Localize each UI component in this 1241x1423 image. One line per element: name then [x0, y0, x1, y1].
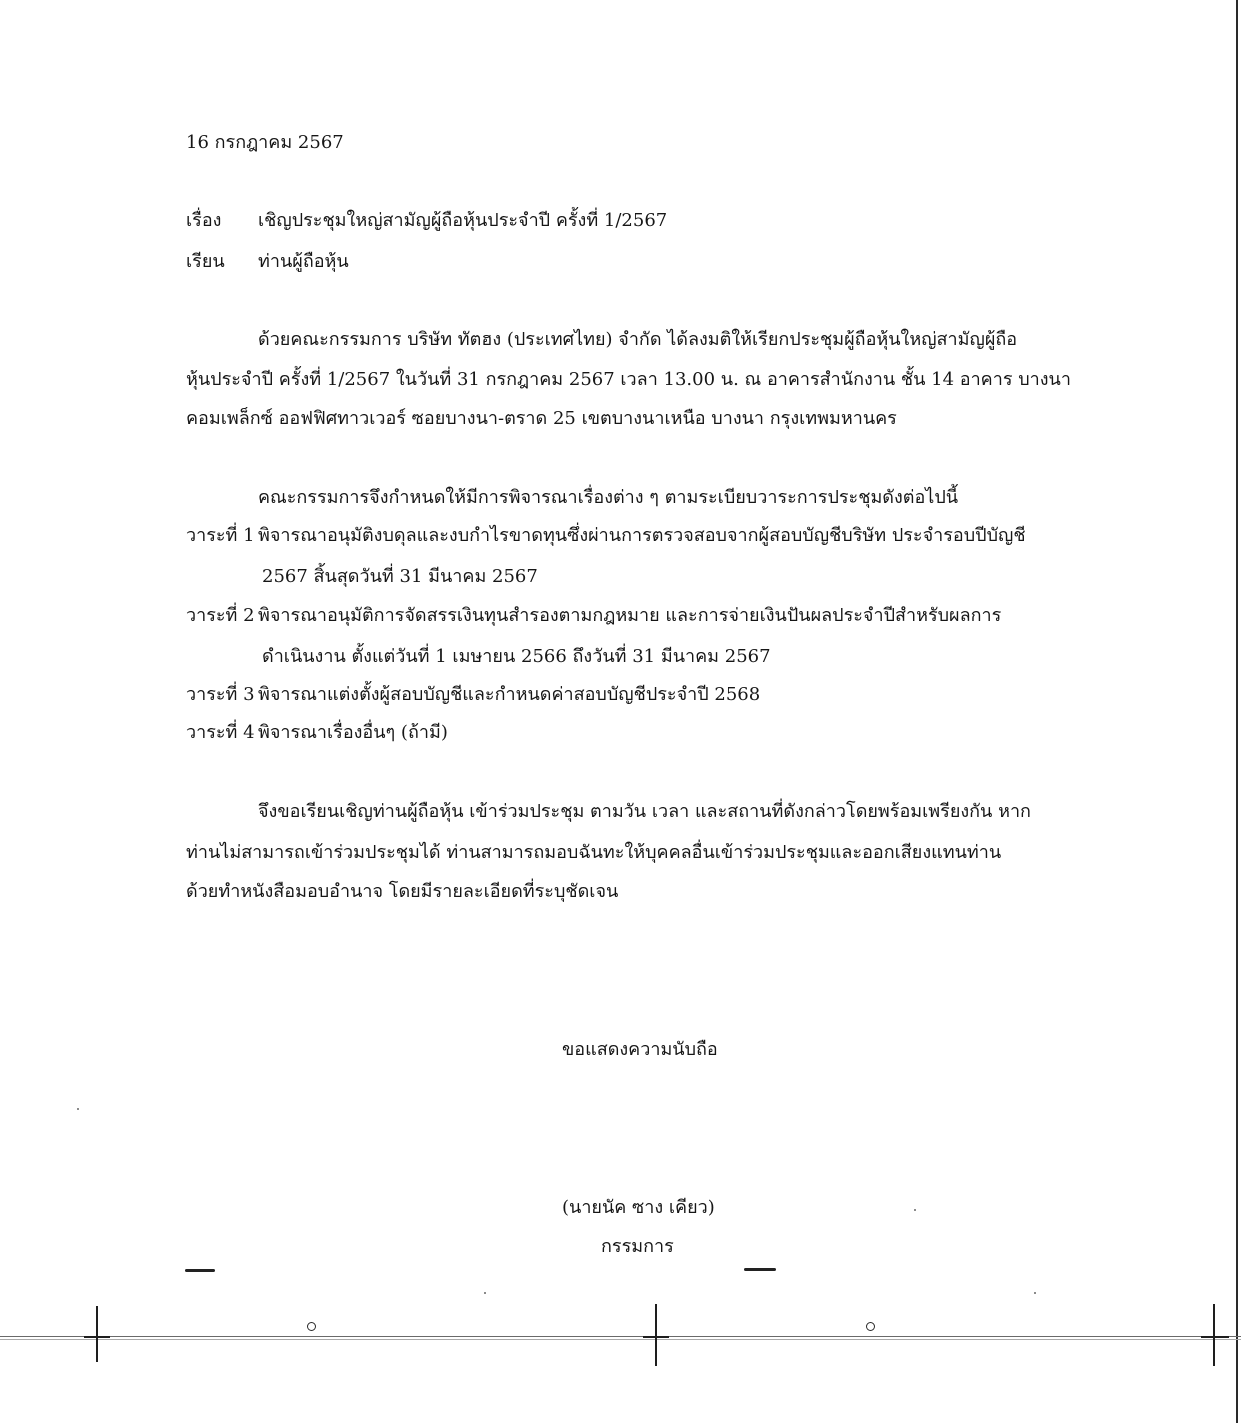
intro-paragraph-line-1: ด้วยคณะกรรมการ บริษัท ทัตฮง (ประเทศไทย) จำกัด ได้ลงมติให้เรียกประชุมผู้ถือหุ้นใหญ่สามัญผู้ถือ: [258, 329, 1018, 350]
crop-mark: [655, 1304, 657, 1366]
to-text: ท่านผู้ถือหุ้น: [258, 251, 349, 272]
scan-mark: [744, 1268, 776, 1271]
agenda-4-line-1: พิจารณาเรื่องอื่นๆ (ถ้ามี): [258, 722, 448, 743]
crop-mark: [643, 1336, 669, 1338]
invitation-paragraph-line-2: ท่านไม่สามารถเข้าร่วมประชุมได้ ท่านสามารถมอบฉันทะให้บุคคลอื่นเข้าร่วมประชุมและออกเสียงแทนท่าน: [186, 842, 1002, 863]
agenda-1-label: วาระที่ 1: [186, 525, 255, 546]
crop-mark: [84, 1336, 110, 1338]
agenda-2-label: วาระที่ 2: [186, 605, 255, 626]
fold-line: [0, 1336, 1241, 1337]
scan-speck: [914, 1209, 916, 1211]
agenda-4-label: วาระที่ 4: [186, 722, 255, 743]
invitation-paragraph-line-1: จึงขอเรียนเชิญท่านผู้ถือหุ้น เข้าร่วมประชุม ตามวัน เวลา และสถานที่ดังกล่าวโดยพร้อมเพรียงกัน หาก: [258, 801, 1031, 822]
punch-hole: [866, 1322, 875, 1331]
subject-label: เรื่อง: [186, 210, 222, 231]
crop-mark: [1201, 1336, 1229, 1338]
agenda-3-label: วาระที่ 3: [186, 684, 255, 705]
closing: ขอแสดงความนับถือ: [562, 1039, 718, 1060]
scan-edge-line: [1236, 0, 1238, 1423]
agenda-1-line-1: พิจารณาอนุมัติงบดุลและงบกำไรขาดทุนซึ่งผ่านการตรวจสอบจากผู้สอบบัญชีบริษัท ประจำรอบปีบัญชี: [258, 525, 1026, 546]
punch-hole: [307, 1322, 316, 1331]
signatory-name: (นายนัค ซาง เคียว): [562, 1197, 715, 1218]
crop-mark: [1213, 1304, 1215, 1366]
agenda-2-line-1: พิจารณาอนุมัติการจัดสรรเงินทุนสำรองตามกฎหมาย และการจ่ายเงินปันผลประจำปีสำหรับผลการ: [258, 605, 1002, 626]
to-label: เรียน: [186, 251, 225, 272]
intro-paragraph-line-2: หุ้นประจำปี ครั้งที่ 1/2567 ในวันที่ 31 กรกฎาคม 2567 เวลา 13.00 น. ณ อาคารสำนักงาน ชั้น 14 อาคาร บางนา: [186, 369, 1071, 390]
scan-speck: [484, 1292, 486, 1294]
subject-text: เชิญประชุมใหญ่สามัญผู้ถือหุ้นประจำปี ครั้งที่ 1/2567: [258, 210, 668, 231]
intro-paragraph-line-3: คอมเพล็กซ์ ออฟฟิศทาวเวอร์ ซอยบางนา-ตราด 25 เขตบางนาเหนือ บางนา กรุงเทพมหานคร: [186, 408, 897, 429]
scan-speck: [1034, 1292, 1036, 1294]
signatory-title: กรรมการ: [601, 1236, 674, 1257]
crop-mark: [96, 1306, 98, 1362]
agenda-3-line-1: พิจารณาแต่งตั้งผู้สอบบัญชีและกำหนดค่าสอบบัญชีประจำปี 2568: [258, 684, 761, 705]
agenda-1-line-2: 2567 สิ้นสุดวันที่ 31 มีนาคม 2567: [262, 566, 538, 587]
letter-date: 16 กรกฎาคม 2567: [186, 132, 344, 153]
invitation-paragraph-line-3: ด้วยทำหนังสือมอบอำนาจ โดยมีรายละเอียดที่ระบุชัดเจน: [186, 881, 619, 902]
scan-mark: [185, 1269, 215, 1272]
scan-speck: [77, 1108, 79, 1110]
fold-line-secondary: [0, 1339, 1241, 1340]
agenda-intro: คณะกรรมการจึงกำหนดให้มีการพิจารณาเรื่องต่าง ๆ ตามระเบียบวาระการประชุมดังต่อไปนี้: [258, 487, 959, 508]
agenda-2-line-2: ดำเนินงาน ตั้งแต่วันที่ 1 เมษายน 2566 ถึงวันที่ 31 มีนาคม 2567: [262, 646, 771, 667]
